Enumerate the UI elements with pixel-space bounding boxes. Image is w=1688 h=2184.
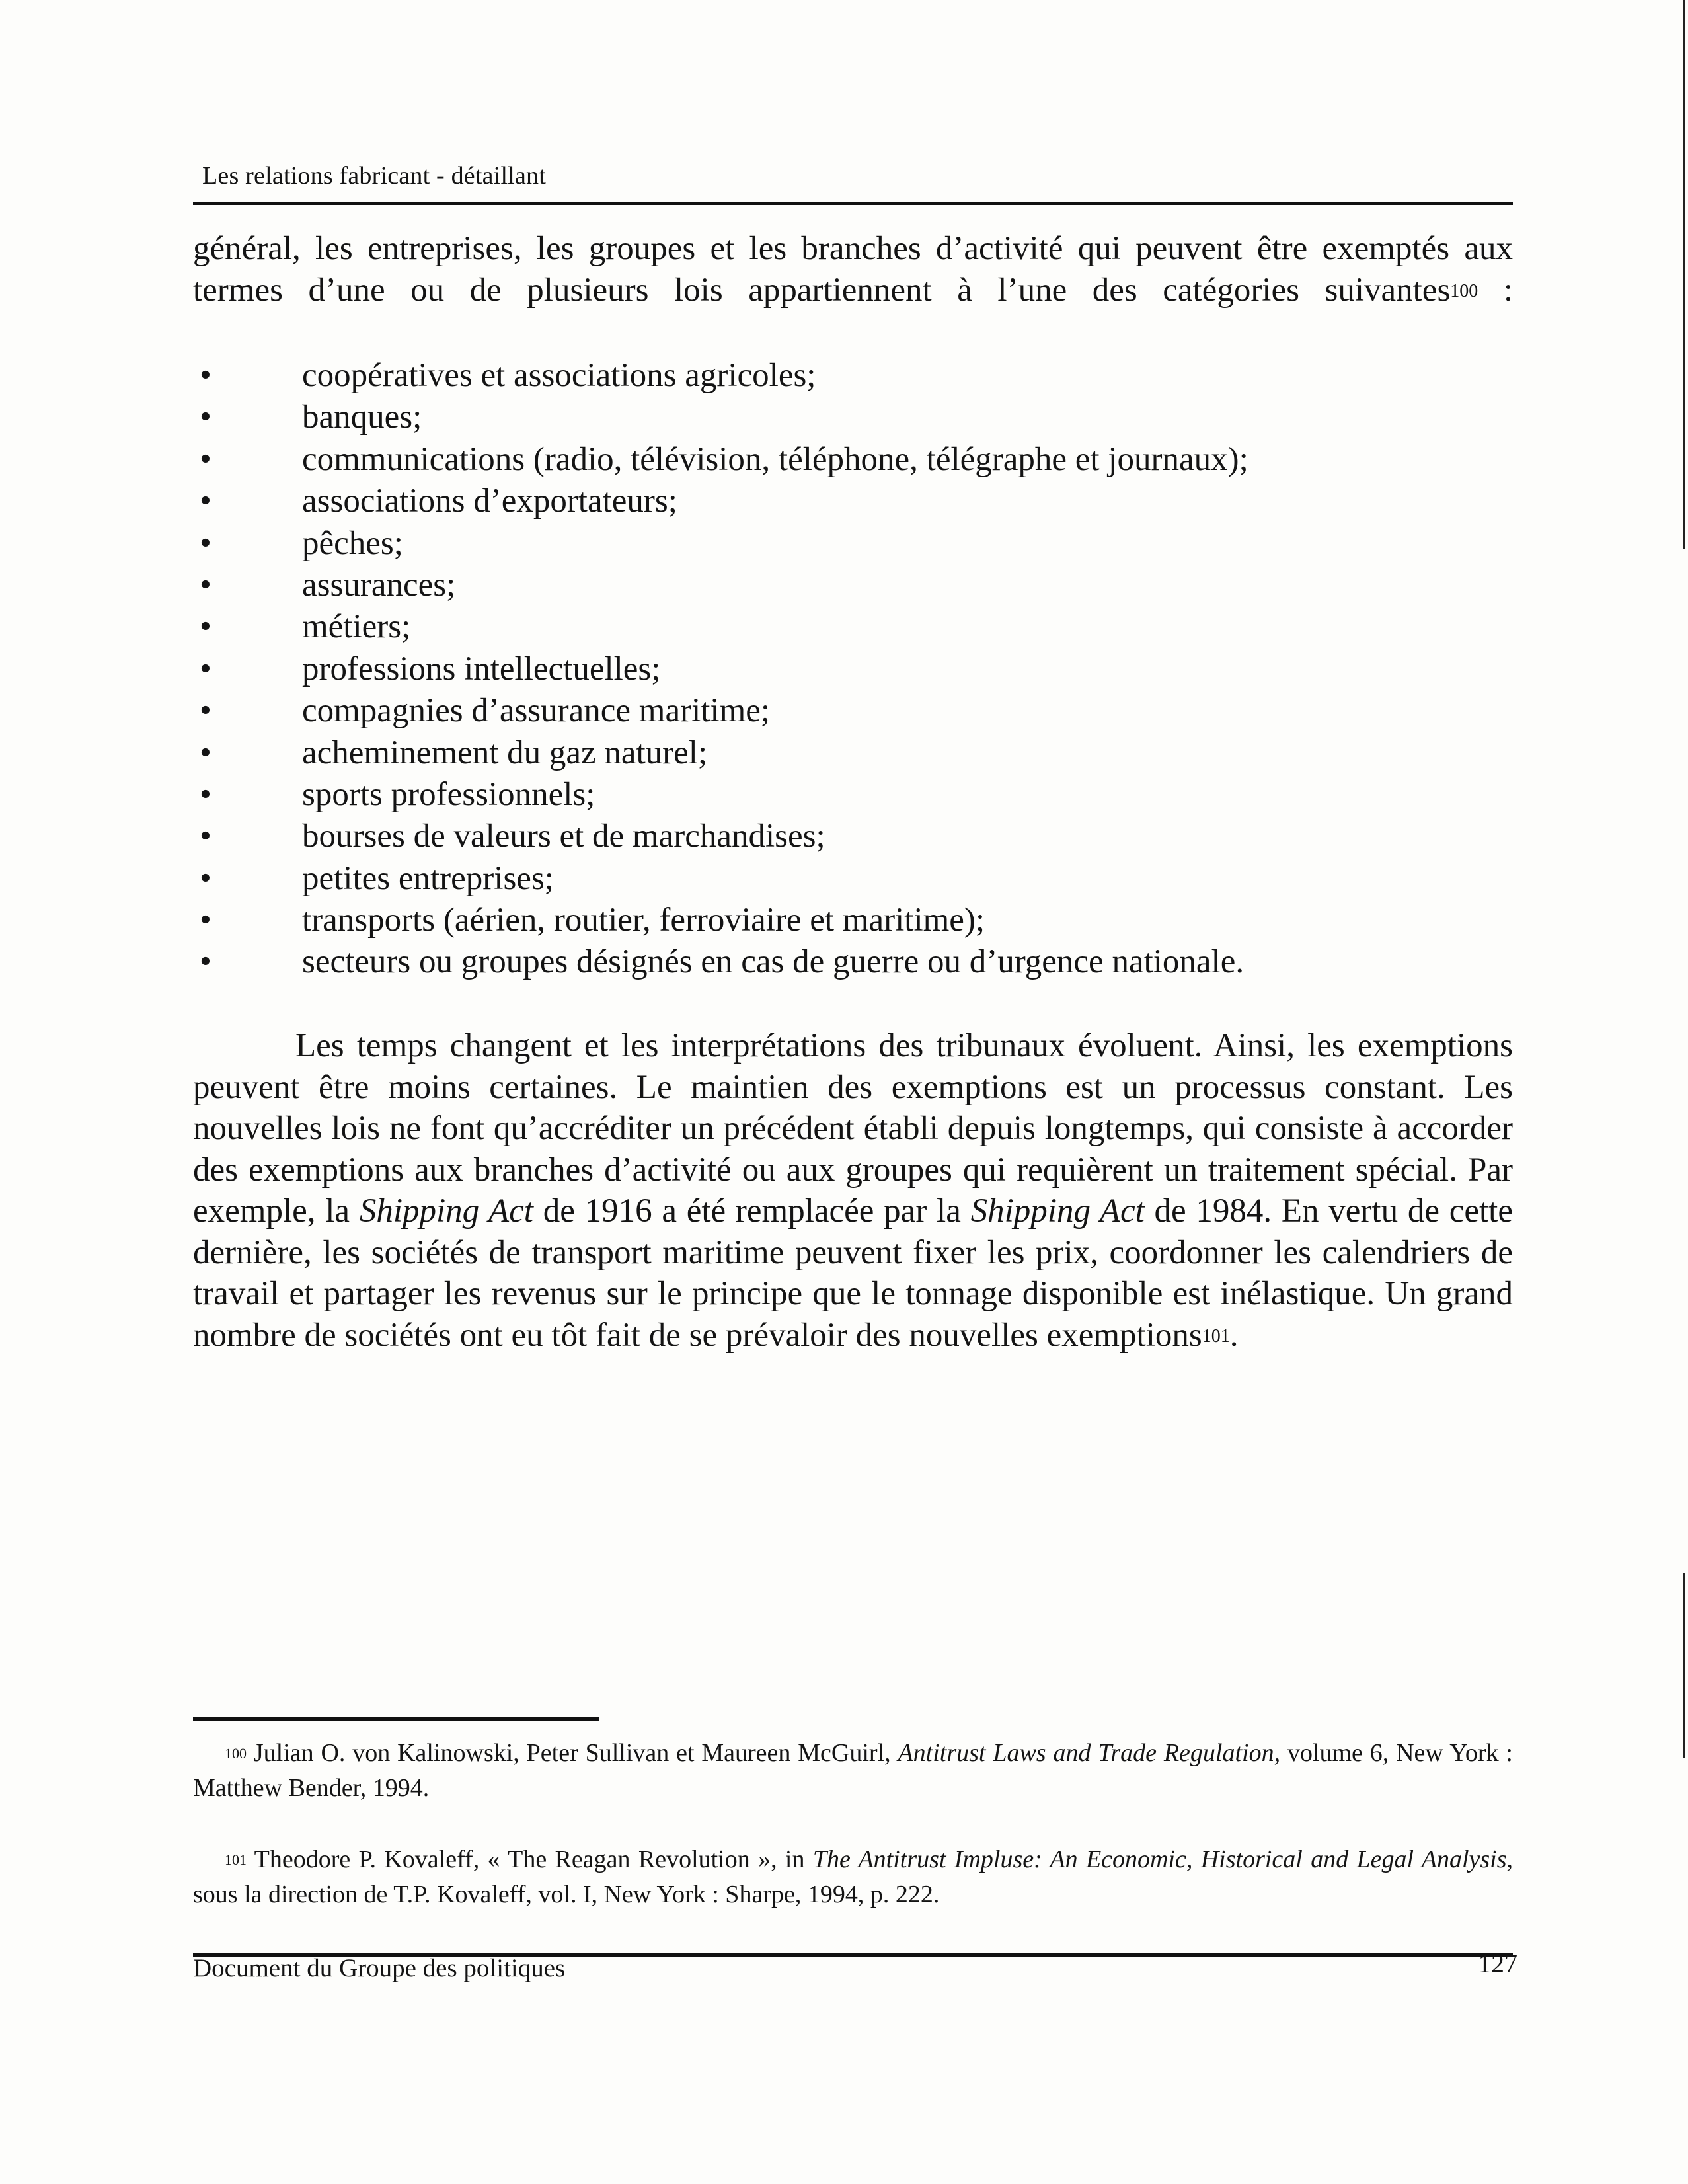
paragraph-text-4: . [1229, 1316, 1239, 1354]
bullet-icon: • [200, 943, 211, 981]
bullet-icon: • [200, 902, 211, 939]
bullet-icon: • [200, 692, 211, 730]
scan-edge-mark [1683, 1573, 1685, 1758]
list-item [193, 565, 1513, 606]
intro-text: général, les entreprises, les groupes et les branches d’activité qui peuvent être exemptés aux termes d’une ou de plusieurs lois appartiennent à l’une des catégories suivantes [193, 230, 1513, 309]
bullet-icon: • [200, 608, 211, 646]
list-item-text: coopératives et associations agricoles; [302, 357, 816, 394]
category-list [193, 355, 1513, 984]
list-item-text: acheminement du gaz naturel; [302, 734, 708, 771]
list-item [193, 355, 1513, 397]
list-item [193, 648, 1513, 690]
shipping-act-title-2: Shipping Act [970, 1192, 1145, 1229]
list-item-text: communications (radio, télévision, téléphone, télégraphe et journaux); [302, 440, 1248, 478]
list-item [193, 858, 1513, 900]
list-item [193, 606, 1513, 648]
bullet-icon: • [200, 399, 211, 436]
list-item-text: pêches; [302, 524, 403, 562]
bullet-icon: • [200, 650, 211, 687]
footnote-number: 100 [225, 1745, 247, 1762]
footnote-text-end: volume 6, New York : Matthew Bender, 1994. [193, 1739, 1513, 1802]
running-header: Les relations fabricant - détaillant [202, 162, 546, 190]
shipping-act-title-1: Shipping Act [359, 1192, 533, 1229]
footnote-text: Theodore P. Kovaleff, « The Reagan Revolution », in [247, 1846, 813, 1873]
footnote-book-title: The Antitrust Impluse: An Economic, Historical and Legal Analysis, [812, 1846, 1513, 1873]
bullet-icon: • [200, 734, 211, 771]
list-item-text: bourses de valeurs et de marchandises; [302, 818, 825, 855]
list-item [193, 732, 1513, 774]
list-item [193, 774, 1513, 816]
page-number: 127 [1478, 1949, 1517, 1978]
paragraph-text-1: Les temps changent et les interprétations des tribunaux évoluent. Ainsi, les exemptions peuvent être moins certaines. Le maintien des exemptions est un processus constant. Les nouvelles lois ne font qu’accréditer un précédent établi depuis longtemps, qui consiste à accorder des exemptions aux branches d’activité ou aux groupes qui requièrent un traitement spécial. Par exemple, la [193, 1027, 1513, 1229]
footer-document-title: Document du Groupe des politiques [193, 1954, 566, 1982]
list-item-text: petites entreprises; [302, 859, 554, 897]
list-item-text: secteurs ou groupes désignés en cas de guerre ou d’urgence nationale. [302, 943, 1245, 981]
footnote-separator [193, 1717, 599, 1721]
body-paragraph [193, 1025, 1513, 1356]
footnote-ref-100[interactable]: 100 [1450, 280, 1478, 301]
paragraph-text-2: de 1916 a été remplacée par la [533, 1192, 971, 1229]
footnote-100 [193, 1736, 1513, 1806]
bullet-icon: • [200, 775, 211, 813]
bullet-icon: • [200, 566, 211, 604]
list-item [193, 941, 1513, 983]
paragraph-text-3: de 1984. En vertu de cette dernière, les sociétés de transport maritime peuvent fixer les prix, coordonner les calendriers de travail et partager les revenus sur le principe que le tonnage disponible est inélastique. Un grand nombre de sociétés ont eu tôt fait de se prévaloir des nouvelles exemptions [193, 1192, 1513, 1354]
list-item [193, 439, 1513, 481]
list-item-text: professions intellectuelles; [302, 650, 661, 687]
bullet-icon: • [200, 483, 211, 520]
footnote-ref-101[interactable]: 101 [1202, 1325, 1230, 1346]
footnote-number: 101 [225, 1852, 247, 1868]
list-item [193, 523, 1513, 565]
bullet-icon: • [200, 440, 211, 478]
list-item-text: transports (aérien, routier, ferroviaire et maritime); [302, 902, 985, 939]
list-item-text: compagnies d’assurance maritime; [302, 692, 771, 730]
list-item [193, 900, 1513, 941]
footnote-text-end: sous la direction de T.P. Kovaleff, vol. I, New York : Sharpe, 1994, p. 222. [193, 1881, 940, 1908]
bullet-icon: • [200, 524, 211, 562]
bullet-icon: • [200, 818, 211, 855]
list-item [193, 816, 1513, 857]
intro-colon: : [1478, 271, 1513, 309]
footnote-text: Julian O. von Kalinowski, Peter Sullivan et Maureen McGuirl, [247, 1739, 898, 1767]
footnote-book-title: Antitrust Laws and Trade Regulation, [898, 1739, 1281, 1767]
bullet-icon: • [200, 859, 211, 897]
header-rule [193, 202, 1513, 205]
intro-paragraph [193, 228, 1513, 311]
list-item [193, 481, 1513, 522]
list-item [193, 397, 1513, 438]
scan-edge-mark [1683, 0, 1685, 549]
list-item-text: assurances; [302, 566, 456, 604]
list-item-text: métiers; [302, 608, 411, 646]
list-item-text: sports professionnels; [302, 775, 595, 813]
list-item-text: banques; [302, 399, 422, 436]
bullet-icon: • [200, 357, 211, 394]
list-item-text: associations d’exportateurs; [302, 483, 677, 520]
footnote-101 [193, 1842, 1513, 1912]
list-item [193, 690, 1513, 732]
